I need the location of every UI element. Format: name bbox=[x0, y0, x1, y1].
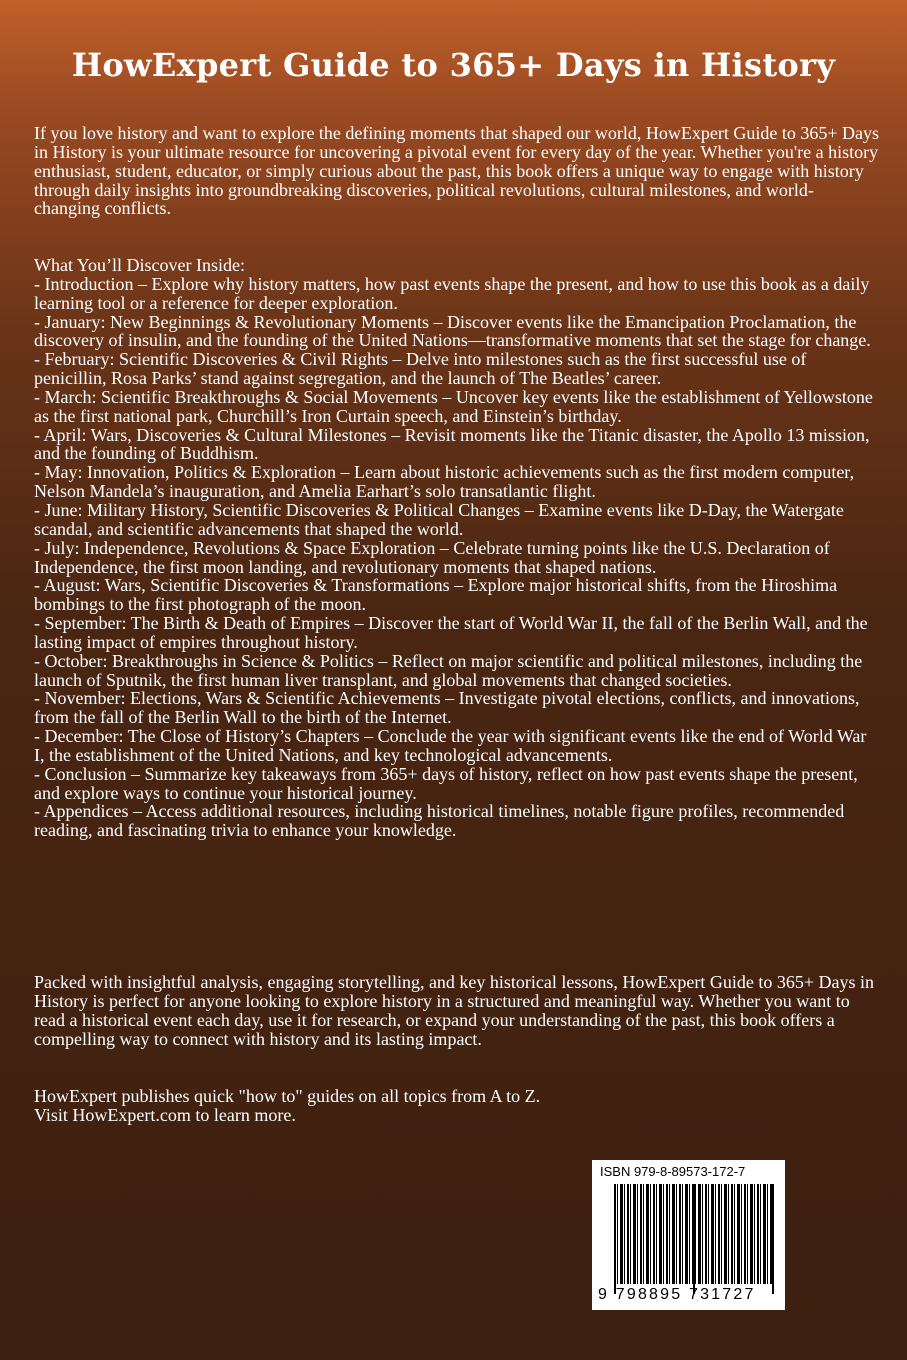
list-item: - October: Breakthroughs in Science & Politics – Reflect on major scientific and political milestones, including the launch of Sputnik, the first human liver transplant, and global movements that changed societies. bbox=[34, 650, 863, 690]
list-item: - Introduction – Explore why history matters, how past events shape the present, and how to use this book as a daily learning tool or a reference for deeper exploration. bbox=[34, 273, 870, 313]
list-item: - June: Military History, Scientific Discoveries & Political Changes – Examine events like D-Day, the Watergate scandal, and scientific advancements that shaped the world. bbox=[34, 499, 844, 539]
list-item: - December: The Close of History’s Chapters – Conclude the year with significant events like the end of World War I, the establishment of the United Nations, and key technological advancements. bbox=[34, 726, 867, 765]
isbn-barcode bbox=[592, 1160, 785, 1310]
list-item: - July: Independence, Revolutions & Space Exploration – Celebrate turning points like the U.S. Declaration of Independence, the first moon landing, and revolutionary moments that shaped nations. bbox=[34, 537, 830, 577]
list-item: - March: Scientific Breakthroughs & Social Movements – Uncover key events like the establishment of Yellowstone as the first national park, Churchill’s Iron Curtain speech, and Einstein’s birthday. bbox=[34, 386, 873, 426]
list-item: - August: Wars, Scientific Discoveries & Transformations – Explore major historical shifts, from the Hiroshima bombings to the first photograph of the moon. bbox=[34, 575, 838, 615]
publisher-info bbox=[34, 1087, 879, 1125]
discover-inside-section bbox=[34, 256, 879, 840]
book-title: HowExpert Guide to 365+ Days in History bbox=[71, 46, 836, 84]
list-item: - May: Innovation, Politics & Exploration – Learn about historic achievements such as the first modern computer, Nelson Mandela’s inauguration, and Amelia Earhart’s solo transatlantic flight. bbox=[34, 462, 855, 502]
list-item: - April: Wars, Discoveries & Cultural Milestones – Revisit moments like the Titanic disaster, the Apollo 13 mission, and the founding of Buddhism. bbox=[34, 424, 870, 464]
list-item: - Appendices – Access additional resources, including historical timelines, notable figure profiles, recommended reading, and fascinating trivia to enhance your knowledge. bbox=[34, 801, 845, 841]
intro-paragraph: If you love history and want to explore the defining moments that shaped our world, HowExpert Guide to 365+ Days in History is your ultimate resource for uncovering a pivotal event for every day of the year. Whether you're a history enthusiast, student, educator, or simply curious about the past, this book offers a unique way to engage with history through daily insights into groundbreaking discoveries, political revolutions, cultural milestones, and world-changing conflicts. bbox=[34, 123, 879, 219]
barcode-digits: 9 798895 731727 bbox=[598, 1286, 756, 1303]
barcode-guard-center bbox=[693, 1184, 695, 1294]
list-item: - November: Elections, Wars & Scientific Achievements – Investigate pivotal elections, conflicts, and innovations, from the fall of the Berlin Wall to the birth of the Internet. bbox=[34, 688, 860, 728]
barcode-guard-right bbox=[772, 1184, 774, 1294]
list-item: - January: New Beginnings & Revolutionary Moments – Discover events like the Emancipation Proclamation, the discovery of insulin, and the founding of the United Nations—transformative moments that set the stage for change. bbox=[34, 311, 871, 351]
list-item: - Conclusion – Summarize key takeaways from 365+ days of history, reflect on how past events shape the present, and explore ways to continue your historical journey. bbox=[34, 763, 858, 803]
list-item: - September: The Birth & Death of Empires – Discover the start of World War II, the fall of the Berlin Wall, and the lasting impact of empires throughout history. bbox=[34, 613, 868, 652]
barcode-guard-left bbox=[614, 1184, 616, 1294]
publisher-line: HowExpert publishes quick "how to" guides on all topics from A to Z. bbox=[34, 1086, 541, 1106]
website-line: Visit HowExpert.com to learn more. bbox=[34, 1104, 296, 1125]
closing-paragraph: Packed with insightful analysis, engaging storytelling, and key historical lessons, HowExpert Guide to 365+ Days in History is perfect for anyone looking to explore history in a structured and meaningful way. Whether you want to read a historical event each day, use it for research, or expand your understanding of the past, this book offers a compelling way to connect with history and its lasting impact. bbox=[34, 972, 875, 1049]
discover-inside-heading: What You’ll Discover Inside: bbox=[34, 255, 245, 275]
list-item: - February: Scientific Discoveries & Civil Rights – Delve into milestones such as the first successful use of penicillin, Rosa Parks’ stand against segregation, and the launch of The Beatles’ career. bbox=[34, 349, 807, 389]
isbn-label: ISBN 979-8-89573-172-7 bbox=[600, 1164, 746, 1179]
